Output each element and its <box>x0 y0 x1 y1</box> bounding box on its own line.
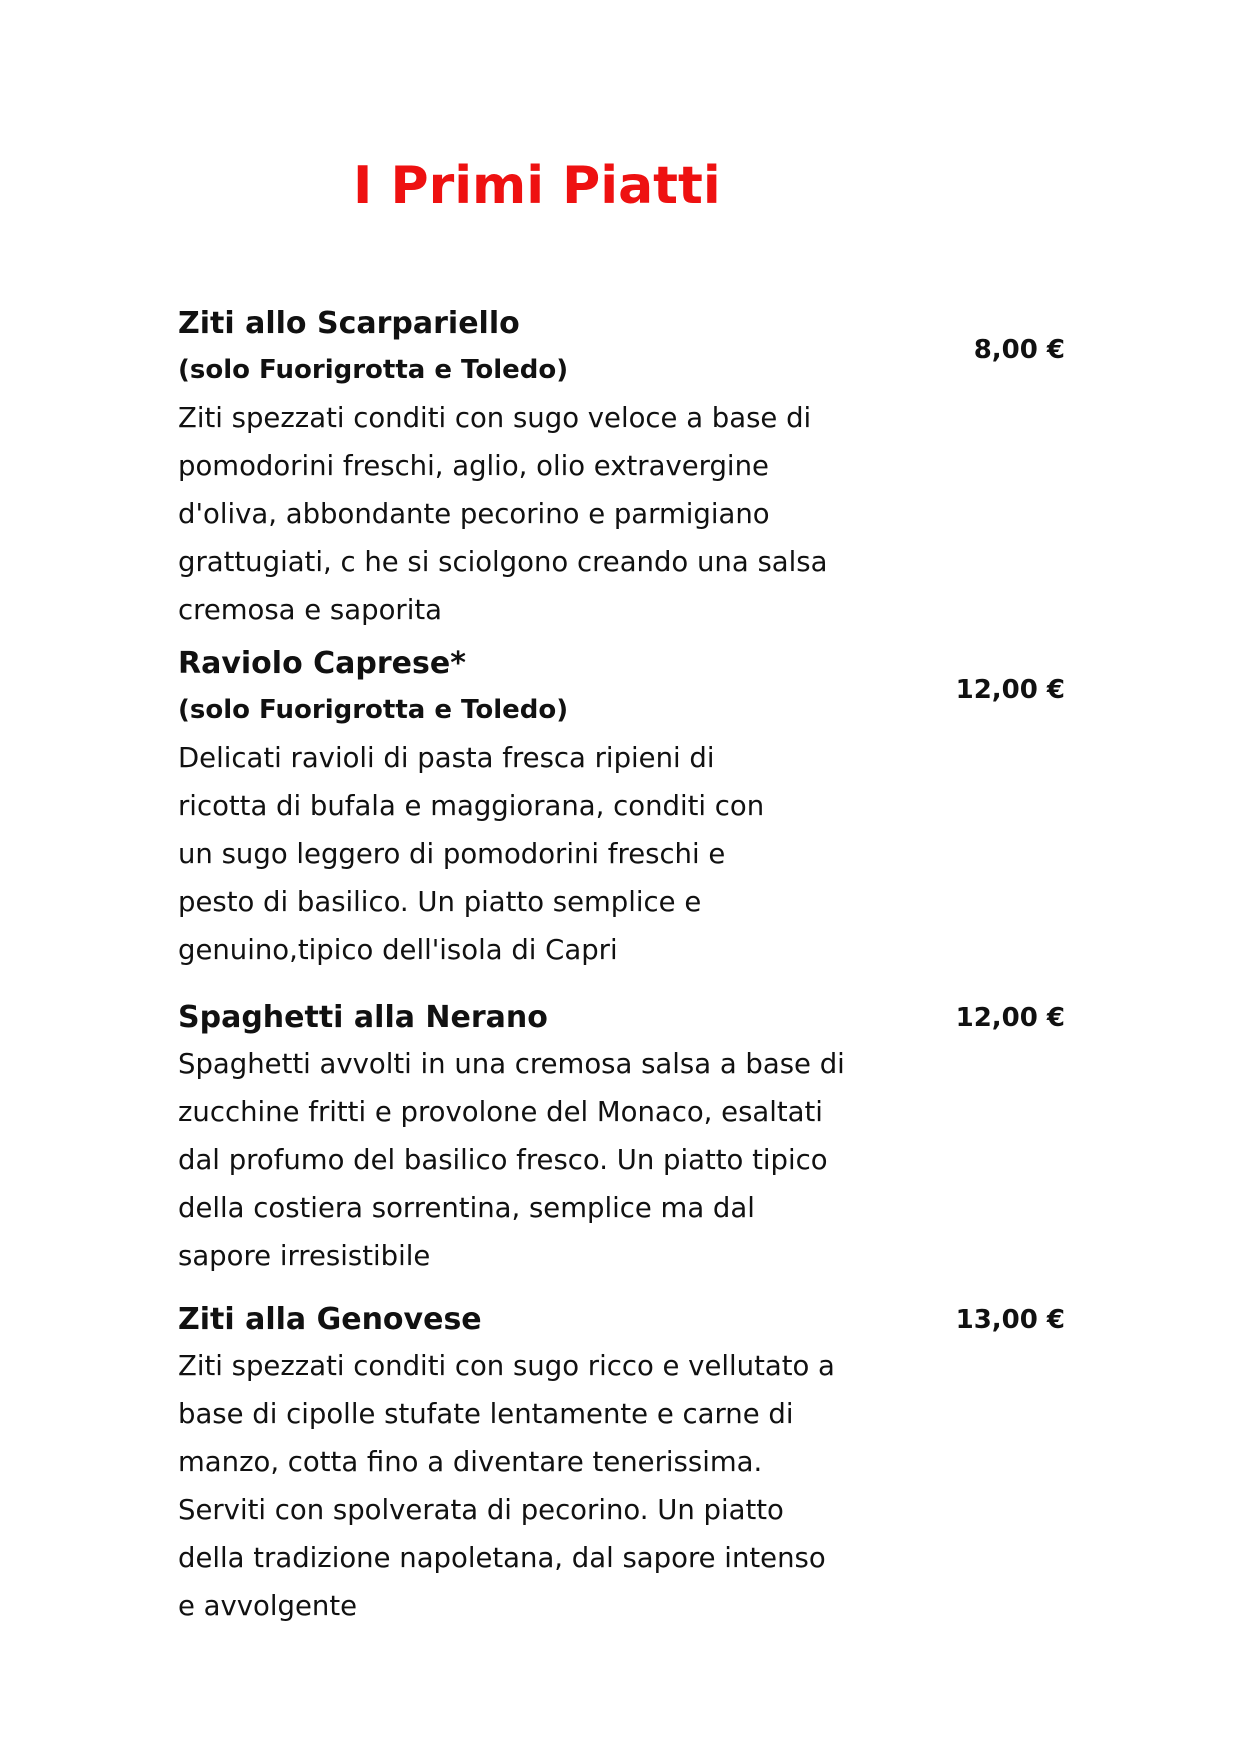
dish-name: Ziti alla Genovese <box>178 1302 482 1337</box>
description-line: dal profumo del basilico fresco. Un piatto tipico <box>178 1144 828 1176</box>
dish-name: Ziti allo Scarpariello <box>178 306 520 341</box>
menu-item-spaghetti-nerano <box>178 996 1078 1280</box>
dish-description <box>178 734 1078 974</box>
description-line: della tradizione napoletana, dal sapore intenso <box>178 1542 826 1574</box>
description-line: Serviti con spolverata di pecorino. Un piatto <box>178 1494 784 1526</box>
description-line: Delicati ravioli di pasta fresca ripieni di <box>178 742 715 774</box>
menu-item-raviolo-caprese <box>178 642 1078 974</box>
dish-name: Raviolo Caprese* <box>178 646 466 681</box>
description-line: pomodorini freschi, aglio, olio extravergine <box>178 450 769 482</box>
description-line: Spaghetti avvolti in una cremosa salsa a base di <box>178 1048 845 1080</box>
description-line: pesto di basilico. Un piatto semplice e <box>178 886 702 918</box>
dish-price: 12,00 € <box>955 675 1065 705</box>
page-title: I Primi Piatti <box>353 156 721 216</box>
description-line: manzo, cotta fino a diventare tenerissima. <box>178 1446 763 1478</box>
description-line: grattugiati, c he si sciolgono creando una salsa <box>178 546 828 578</box>
description-line: Ziti spezzati conditi con sugo veloce a base di <box>178 402 812 434</box>
description-line: base di cipolle stufate lentamente e carne di <box>178 1398 794 1430</box>
dish-price: 8,00 € <box>973 335 1065 365</box>
description-line: sapore irresistibile <box>178 1240 431 1272</box>
description-line: un sugo leggero di pomodorini freschi e <box>178 838 726 870</box>
dish-description <box>178 1342 1078 1630</box>
description-line: d'oliva, abbondante pecorino e parmigiano <box>178 498 770 530</box>
dish-availability-note: (solo Fuorigrotta e Toledo) <box>178 695 569 725</box>
menu-item-ziti-genovese <box>178 1298 1078 1630</box>
dish-availability-note: (solo Fuorigrotta e Toledo) <box>178 355 569 385</box>
description-line: ricotta di bufala e maggiorana, conditi con <box>178 790 765 822</box>
dish-description <box>178 1040 1078 1280</box>
description-line: cremosa e saporita <box>178 594 442 626</box>
dish-description <box>178 394 1078 634</box>
description-line: e avvolgente <box>178 1590 358 1622</box>
description-line: zucchine fritti e provolone del Monaco, esaltati <box>178 1096 823 1128</box>
description-line: della costiera sorrentina, semplice ma dal <box>178 1192 755 1224</box>
dish-price: 13,00 € <box>955 1305 1065 1335</box>
menu-item-ziti-scarpariello <box>178 302 1078 634</box>
description-line: Ziti spezzati conditi con sugo ricco e vellutato a <box>178 1350 835 1382</box>
dish-price: 12,00 € <box>955 1003 1065 1033</box>
description-line: genuino,tipico dell'isola di Capri <box>178 934 618 966</box>
dish-name: Spaghetti alla Nerano <box>178 1000 548 1035</box>
